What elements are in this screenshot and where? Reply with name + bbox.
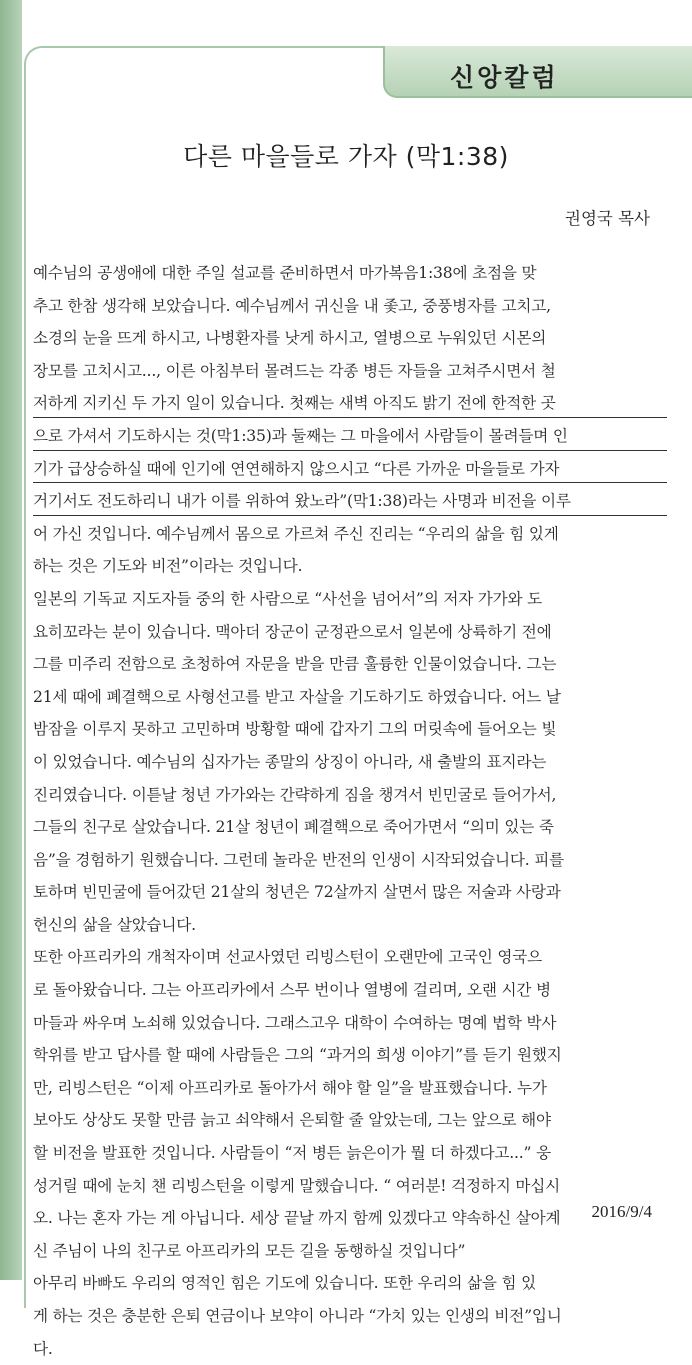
body-line: 일본의 기독교 지도자들 중의 한 사람으로 “사선을 넘어서”의 저자 가가와 도 [33,589,543,608]
body-line: 으로 가셔서 기도하시는 것(막1:35)과 둘째는 그 마을에서 사람들이 몰려들며 인 [33,420,665,453]
body-line: 만, 리빙스턴은 “이제 아프리카로 돌아가서 해야 할 일”을 발표했습니다. 누가 [33,1078,547,1097]
body-line: 학위를 받고 답사를 할 때에 사람들은 그의 “과거의 희생 이야기”를 듣기 원했지 [33,1046,562,1065]
body-line: 이 있었습니다. 예수님의 십자가는 종말의 상징이 아니라, 새 출발의 표지라는 [33,752,547,771]
author-name: 권영국 목사 [565,209,650,228]
body-line: 또한 아프리카의 개척자이며 선교사였던 리빙스턴이 오랜만에 고국인 영국으 [33,948,542,967]
body-line: 마들과 싸우며 노쇠해 있었습니다. 그래스고우 대학이 수여하는 명예 법학 박사 [33,1013,557,1032]
body-line: 추고 한참 생각해 보았습니다. 예수님께서 귀신을 내 좇고, 중풍병자를 고치고, [33,296,551,315]
body-line: 밤잠을 이루지 못하고 고민하며 방황할 때에 갑자기 그의 머릿속에 들어오는 빛 [33,720,557,739]
body-line: 거기서도 전도하리니 내가 이를 위하여 왔노라”(막1:38)라는 사명과 비전을 이루 [33,485,665,518]
article-body [33,257,665,1365]
body-line: 소경의 눈을 뜨게 하시고, 나병환자를 낫게 하시고, 열병으로 누워있던 시몬의 [33,329,547,348]
body-line: 어 가신 것입니다. 예수님께서 몸으로 가르쳐 주신 진리는 “우리의 삶을 힘 있게 [33,524,559,543]
column-label: 신앙칼럼 [450,63,559,92]
body-line: 그를 미주리 전함으로 초청하여 자문을 받을 만큼 훌륭한 인물이었습니다. 그는 [33,655,557,674]
body-line: 오. 나는 혼자 가는 게 아닙니다. 세상 끝날 까지 함께 있겠다고 약속하신 살아계 [33,1209,561,1228]
body-line: 보아도 상상도 못할 만큼 늙고 쇠약해서 은퇴할 줄 알았는데, 그는 앞으로 해야 [33,1111,551,1130]
publish-date: 2016/9/4 [591,1202,652,1221]
body-line: 음”을 경험하기 원했습니다. 그런데 놀라운 반전의 인생이 시작되었습니다. 피를 [33,850,564,869]
body-line: 로 돌아왔습니다. 그는 아프리카에서 스무 번이나 열병에 걸리며, 오랜 시간 병 [33,981,551,1000]
body-line: 할 비전을 발표한 것입니다. 사람들이 “저 병든 늙은이가 뭘 더 하겠다고...” 웅 [33,1144,551,1163]
body-line: 장모를 고치시고..., 이른 아침부터 몰려드는 각종 병든 자들을 고쳐주시면서 철 [33,361,556,380]
body-line: 21세 때에 폐결핵으로 사형선고를 받고 자살을 기도하기도 하였습니다. 어느 날 [33,687,561,706]
body-line: 토하며 빈민굴에 들어갔던 21살의 청년은 72살까지 살면서 많은 저술과 사랑과 [33,883,561,902]
body-line: 기가 급상승하실 때에 인기에 연연해하지 않으시고 “다른 가까운 마을들로 가자 [33,453,665,486]
body-line: 신 주님이 나의 친구로 아프리카의 모든 길을 동행하실 것입니다” [33,1241,466,1260]
body-line: 헌신의 삶을 살았습니다. [33,915,196,934]
body-line: 다. [33,1339,53,1358]
body-line: 하는 것은 기도와 비전”이라는 것입니다. [33,557,303,576]
body-line: 그들의 친구로 살았습니다. 21살 청년이 폐결핵으로 죽어가면서 “의미 있는 죽 [33,818,554,837]
body-line: 요히꼬라는 분이 있습니다. 맥아더 장군이 군정관으로서 일본에 상륙하기 전에 [33,622,552,641]
body-line: 예수님의 공생애에 대한 주일 설교를 준비하면서 마가복음1:38에 초점을 맞 [33,264,537,282]
body-line: 진리였습니다. 이튿날 청년 가가와는 간략하게 짐을 챙겨서 빈민굴로 들어가서, [33,785,557,804]
article-title: 다른 마을들로 가자 (막1:38) [183,142,509,171]
body-line: 성거릴 때에 눈치 챈 리빙스턴을 이렇게 말했습니다. “ 여러분! 걱정하지 마십시 [33,1176,560,1195]
body-line: 아무리 바빠도 우리의 영적인 힘은 기도에 있습니다. 또한 우리의 삶을 힘 있 [33,1274,536,1293]
body-line: 저하게 지키신 두 가지 일이 있습니다. 첫째는 새벽 아직도 밝기 전에 한적한 곳 [33,387,665,420]
body-line: 게 하는 것은 충분한 은퇴 연금이나 보약이 아니라 “가치 있는 인생의 비전”입니 [33,1307,562,1325]
left-green-strip [0,0,22,1280]
